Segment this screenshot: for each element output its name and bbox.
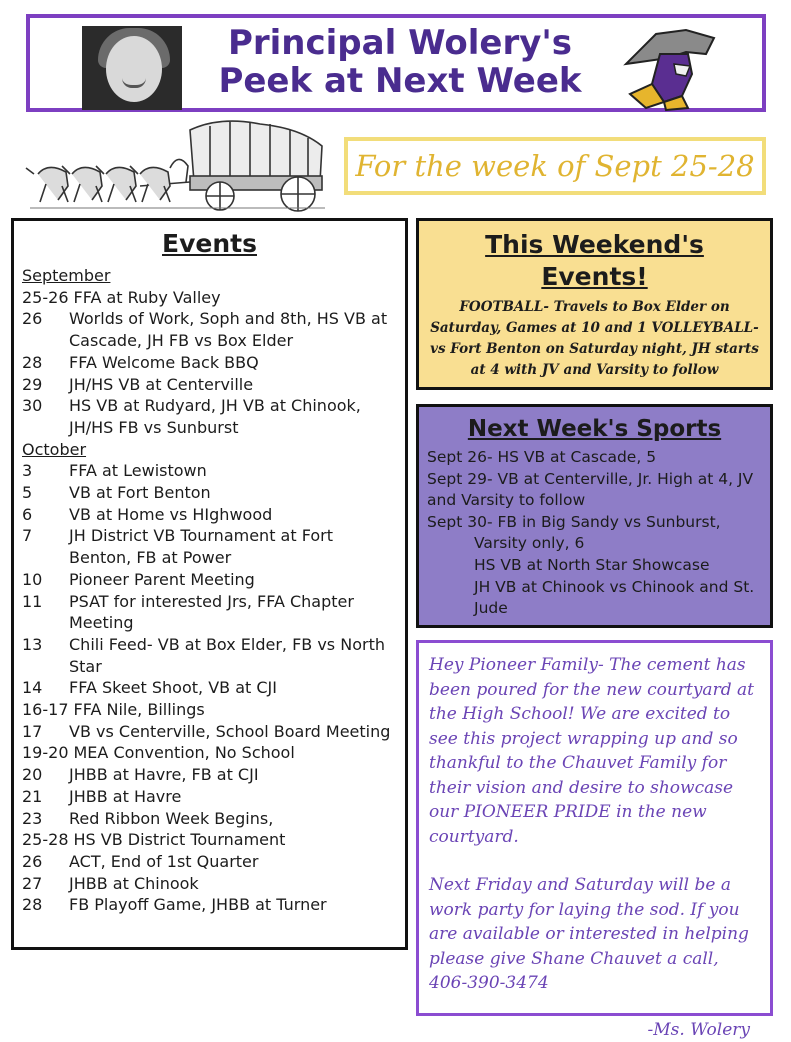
week-of-banner: For the week of Sept 25-28 <box>344 137 766 195</box>
event-text: PSAT for interested Jrs, FFA Chapter Meeting <box>69 591 397 634</box>
event-text: Worlds of Work, Soph and 8th, HS VB at Cascade, JH FB vs Box Elder <box>69 308 397 351</box>
event-text: HS VB at Rudyard, JH VB at Chinook, JH/HS FB vs Sunburst <box>69 395 397 438</box>
event-row <box>22 742 397 764</box>
event-row <box>22 460 397 482</box>
events-panel <box>11 218 408 950</box>
event-text: FB Playoff Game, JHBB at Turner <box>69 894 397 916</box>
event-text: FFA Welcome Back BBQ <box>69 352 397 374</box>
event-date: 5 <box>22 482 69 504</box>
covered-wagon-illustration <box>20 116 330 212</box>
event-row <box>22 525 397 568</box>
event-date: 29 <box>22 374 69 396</box>
event-date: 16-17 <box>22 699 69 721</box>
face-shape <box>106 36 162 102</box>
event-row <box>22 786 397 808</box>
principal-photo <box>82 26 182 110</box>
sports-line: Varsity only, 6 <box>427 533 762 555</box>
sports-title: Next Week's Sports <box>427 413 762 445</box>
event-row <box>22 721 397 743</box>
sports-line: HS VB at North Star Showcase <box>427 555 762 577</box>
event-date: 3 <box>22 460 69 482</box>
event-text: VB vs Centerville, School Board Meeting <box>69 721 397 743</box>
sports-list <box>427 447 762 620</box>
event-date: 13 <box>22 634 69 677</box>
event-date: 26 <box>22 308 69 351</box>
event-text: ACT, End of 1st Quarter <box>69 851 397 873</box>
event-date: 10 <box>22 569 69 591</box>
letter-signature: -Ms. Wolery <box>429 1018 750 1042</box>
events-list <box>22 265 397 916</box>
principal-letter <box>416 640 773 1016</box>
event-text: Pioneer Parent Meeting <box>69 569 397 591</box>
letter-paragraph-2: Next Friday and Saturday will be a work party for laying the sod. If you are available or interested in helping please give Shane Chauvet a call, 406-390-3474 <box>429 873 760 996</box>
sports-line: Sept 26- HS VB at Cascade, 5 <box>427 447 762 469</box>
event-text: VB at Fort Benton <box>69 482 397 504</box>
event-row <box>22 894 397 916</box>
letter-paragraph-1: Hey Pioneer Family- The cement has been poured for the new courtyard at the High School! We are excited to see this project wrapping up and so thankful to the Chauvet Family for their vision and desire to showcase our PIONEER PRIDE in the new courtyard. <box>429 653 760 849</box>
event-row <box>22 699 397 721</box>
event-row <box>22 504 397 526</box>
event-text: FFA at Lewistown <box>69 460 397 482</box>
event-row <box>22 395 397 438</box>
title-line-2: Peek at Next Week <box>205 62 595 100</box>
event-date: 19-20 <box>22 742 69 764</box>
sports-panel <box>416 404 773 628</box>
event-text: JH District VB Tournament at Fort Benton, FB at Power <box>69 525 397 568</box>
sports-line: Sept 29- VB at Centerville, Jr. High at 4, JV and Varsity to follow <box>427 469 762 512</box>
event-date: 25-28 <box>22 829 69 851</box>
event-text: Red Ribbon Week Begins, <box>69 808 397 830</box>
month-heading: September <box>22 265 397 287</box>
event-date: 23 <box>22 808 69 830</box>
event-text: MEA Convention, No School <box>74 742 398 764</box>
event-date: 25-26 <box>22 287 69 309</box>
event-text: HS VB District Tournament <box>74 829 398 851</box>
event-date: 11 <box>22 591 69 634</box>
event-date: 6 <box>22 504 69 526</box>
event-row <box>22 308 397 351</box>
event-date: 30 <box>22 395 69 438</box>
event-text: JH/HS VB at Centerville <box>69 374 397 396</box>
event-row <box>22 569 397 591</box>
event-row <box>22 873 397 895</box>
event-date: 17 <box>22 721 69 743</box>
event-date: 21 <box>22 786 69 808</box>
event-date: 26 <box>22 851 69 873</box>
event-row <box>22 634 397 677</box>
event-text: FFA at Ruby Valley <box>74 287 398 309</box>
event-row <box>22 482 397 504</box>
month-heading: October <box>22 439 397 461</box>
event-row <box>22 591 397 634</box>
sports-line: JH VB at Chinook vs Chinook and St. Jude <box>427 577 762 620</box>
event-text: JHBB at Havre, FB at CJI <box>69 764 397 786</box>
event-text: JHBB at Chinook <box>69 873 397 895</box>
event-text: FFA Nile, Billings <box>74 699 398 721</box>
event-date: 28 <box>22 352 69 374</box>
event-row <box>22 374 397 396</box>
event-date: 7 <box>22 525 69 568</box>
event-date: 14 <box>22 677 69 699</box>
event-date: 27 <box>22 873 69 895</box>
event-text: Chili Feed- VB at Box Elder, FB vs North Star <box>69 634 397 677</box>
title-line-1: Principal Wolery's <box>205 24 595 62</box>
event-row <box>22 764 397 786</box>
page-title <box>205 24 595 100</box>
weekend-events-panel <box>416 218 773 390</box>
event-row <box>22 352 397 374</box>
weekend-title: This Weekend's Events! <box>429 229 760 293</box>
event-text: JHBB at Havre <box>69 786 397 808</box>
event-row <box>22 677 397 699</box>
event-text: VB at Home vs HIghwood <box>69 504 397 526</box>
header-banner <box>26 14 766 112</box>
event-row <box>22 808 397 830</box>
event-row <box>22 851 397 873</box>
event-date: 20 <box>22 764 69 786</box>
event-date: 28 <box>22 894 69 916</box>
weekend-body: FOOTBALL- Travels to Box Elder on Saturday, Games at 10 and 1 VOLLEYBALL- vs Fort Benton on Saturday night, JH starts at 4 with JV and Varsity to follow <box>429 297 760 381</box>
event-text: FFA Skeet Shoot, VB at CJI <box>69 677 397 699</box>
pioneer-mascot-logo <box>616 24 726 110</box>
event-row <box>22 287 397 309</box>
sports-line: Sept 30- FB in Big Sandy vs Sunburst, <box>427 512 762 534</box>
events-title: Events <box>22 229 397 259</box>
event-row <box>22 829 397 851</box>
